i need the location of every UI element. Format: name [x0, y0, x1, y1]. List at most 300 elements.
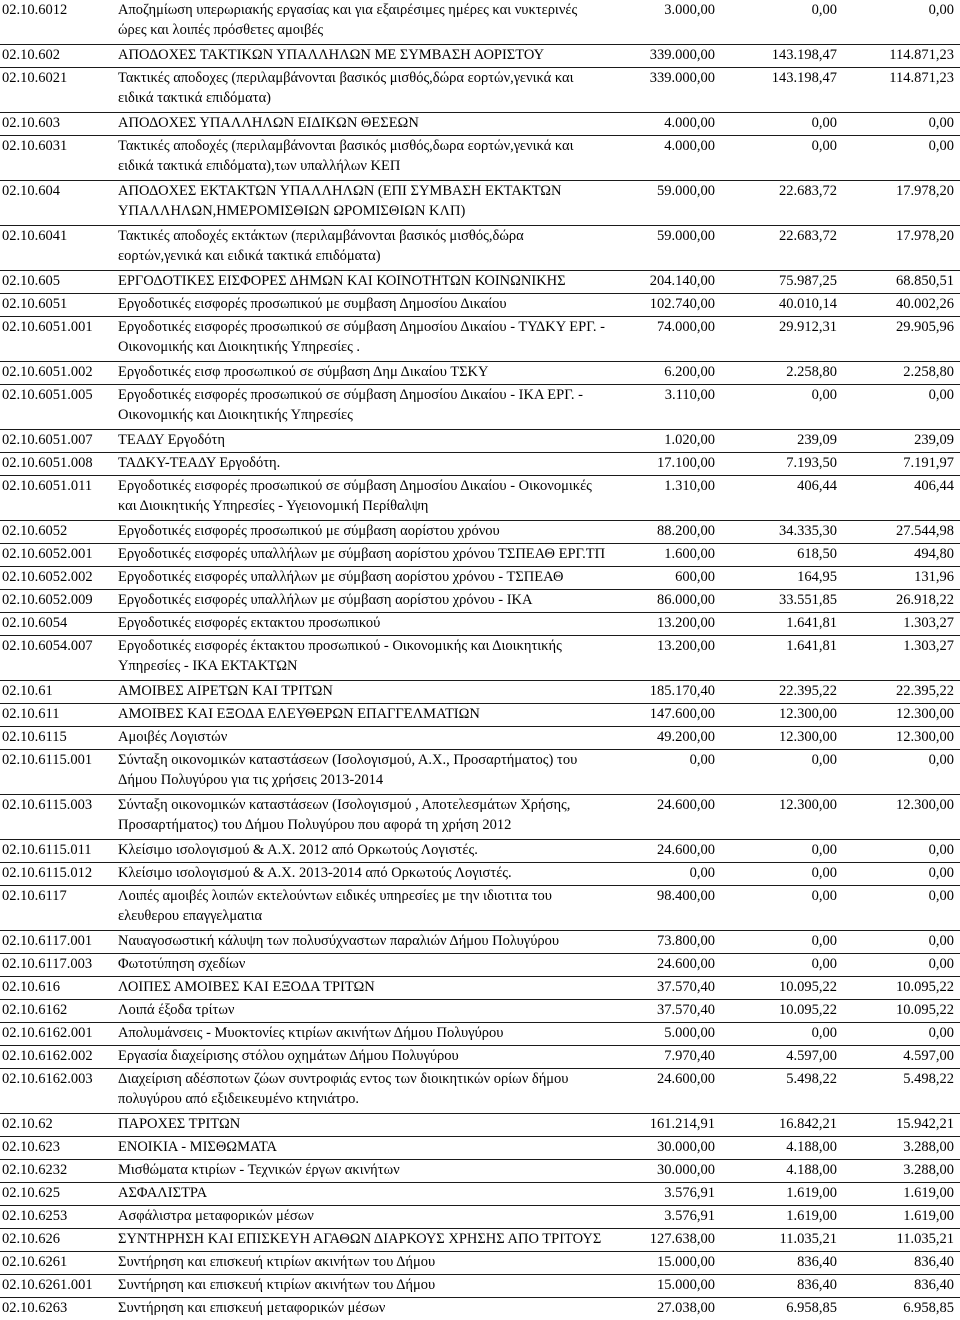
- account-code: 02.10.6052: [2, 523, 68, 539]
- account-description: [118, 1069, 569, 1109]
- paid-amount: 10.095,22: [896, 1002, 954, 1018]
- table-row: [0, 589, 960, 612]
- paid-amount: 114.871,23: [889, 70, 954, 86]
- description-line: Κλείσιμο ισολογισμού & Α.Χ. 2013-2014 από Ορκωτούς Λογιστές.: [118, 865, 512, 881]
- committed-amount: 10.095,22: [779, 979, 837, 995]
- table-row: [0, 612, 960, 635]
- budgeted-amount: 86.000,00: [657, 592, 715, 608]
- account-code: 02.10.6041: [2, 228, 68, 244]
- description-line: Διαχείριση αδέσποτων ζώων συντροφιάς εντος των διοικητικών ορίων δήμου: [118, 1071, 569, 1087]
- account-code: 02.10.62: [2, 1116, 53, 1132]
- description-line: Σύνταξη οικονομικών καταστάσεων (Ισολογισμού, Α.Χ., Προσαρτήματος) του: [118, 752, 578, 768]
- description-line: Συντήρηση και επισκευή κτιρίων ακινήτων του Δήμου: [118, 1277, 436, 1293]
- budgeted-amount: 98.400,00: [657, 888, 715, 904]
- account-description: [118, 750, 577, 790]
- paid-amount: 12.300,00: [896, 797, 954, 813]
- table-row: [0, 384, 960, 429]
- account-code: 02.10.6051.008: [2, 455, 93, 471]
- table-row: [0, 1045, 960, 1068]
- paid-amount: 406,44: [914, 478, 954, 494]
- account-code: 02.10.626: [2, 1231, 60, 1247]
- account-code: 02.10.605: [2, 273, 60, 289]
- description-line: Οικονομικής και Διοικητικής Υπηρεσίες .: [118, 339, 361, 355]
- budgeted-amount: 3.110,00: [664, 387, 715, 403]
- budgeted-amount: 4.000,00: [664, 138, 715, 154]
- account-description: [118, 795, 570, 835]
- paid-amount: 26.918,22: [896, 592, 954, 608]
- paid-amount: 27.544,98: [896, 523, 954, 539]
- description-line: Υπηρεσίες - ΙΚΑ ΕΚΤΑΚΤΩΝ: [118, 658, 298, 674]
- budgeted-amount: 6.200,00: [664, 364, 715, 380]
- account-description: [118, 181, 562, 221]
- paid-amount: 3.288,00: [903, 1162, 954, 1178]
- table-row: [0, 316, 960, 361]
- description-line: Προσαρτήματος) του Δήμου Πολυγύρου που αφορά τη χρήση 2012: [118, 817, 512, 833]
- table-row: [0, 1159, 960, 1182]
- account-description: [118, 1046, 459, 1066]
- description-line: ΑΠΟΔΟΧΕΣ ΕΚΤΑΚΤΩΝ ΥΠΑΛΛΗΛΩΝ (ΕΠΙ ΣΥΜΒΑΣΗ ΕΚΤΑΚΤΩΝ: [118, 183, 562, 199]
- budgeted-amount: 30.000,00: [657, 1162, 715, 1178]
- description-line: Οικονομικής και Διοικητικής Υπηρεσίες: [118, 407, 353, 423]
- account-code: 02.10.611: [2, 706, 60, 722]
- table-row: [0, 726, 960, 749]
- committed-amount: 0,00: [811, 865, 837, 881]
- budgeted-amount: 0,00: [689, 752, 715, 768]
- table-row: [0, 135, 960, 180]
- account-code: 02.10.603: [2, 115, 60, 131]
- budgeted-amount: 339.000,00: [649, 47, 715, 63]
- table-row: [0, 67, 960, 112]
- table-row: [0, 976, 960, 999]
- account-description: [118, 840, 478, 860]
- budgeted-amount: 15.000,00: [657, 1254, 715, 1270]
- budgeted-amount: 161.214,91: [649, 1116, 715, 1132]
- account-description: [118, 385, 583, 425]
- table-row: [0, 953, 960, 976]
- committed-amount: 0,00: [811, 933, 837, 949]
- description-line: ΥΠΑΛΛΗΛΩΝ,ΗΜΕΡΟΜΙΣΘΙΩΝ ΩΡΟΜΙΣΘΙΩΝ ΚΛΠ): [118, 203, 466, 219]
- table-row: [0, 270, 960, 293]
- description-line: ΣΥΝΤΗΡΗΣΗ ΚΑΙ ΕΠΙΣΚΕΥΗ ΑΓΑΘΩΝ ΔΙΑΡΚΟΥΣ ΧΡΗΣΗΣ ΑΠΟ ΤΡΙΤΟΥΣ: [118, 1231, 602, 1247]
- paid-amount: 0,00: [928, 865, 954, 881]
- description-line: και Διοικητικής Υπηρεσίες - Υγειονομική Περίθαλψη: [118, 498, 429, 514]
- description-line: Εργοδοτικές εισφορές προσωπικού σε σύμβαση Δημοσίου Δικαίου - ΤΥΔΚΥ ΕΡΓ. -: [118, 319, 605, 335]
- committed-amount: 12.300,00: [779, 797, 837, 813]
- account-description: [118, 863, 512, 883]
- description-line: ειδικά τακτικά επιδόματα),των υπαλλήλων ΚΕΠ: [118, 158, 401, 174]
- table-row: [0, 452, 960, 475]
- account-code: 02.10.6051.001: [2, 319, 93, 335]
- committed-amount: 22.683,72: [779, 228, 837, 244]
- table-row: [0, 1205, 960, 1228]
- description-line: Εργοδοτικές εισφορές υπαλλήλων με σύμβαση αορίστου χρόνου - ΤΣΠΕΑΘ: [118, 569, 564, 585]
- description-line: Ασφάλιστρα μεταφορικών μέσων: [118, 1208, 314, 1224]
- paid-amount: 29.905,96: [896, 319, 954, 335]
- paid-amount: 131,96: [914, 569, 954, 585]
- budgeted-amount: 3.576,91: [664, 1208, 715, 1224]
- account-description: [118, 1023, 503, 1043]
- paid-amount: 17.978,20: [896, 183, 954, 199]
- paid-amount: 10.095,22: [896, 979, 954, 995]
- paid-amount: 836,40: [914, 1277, 954, 1293]
- budgeted-amount: 15.000,00: [657, 1277, 715, 1293]
- description-line: Τακτικές αποδοχες (περιλαμβάνονται βασικός μισθός,δώρα εορτών,γενικά και: [118, 70, 574, 86]
- account-code: 02.10.6261.001: [2, 1277, 93, 1293]
- committed-amount: 4.597,00: [786, 1048, 837, 1064]
- description-line: ώρες και λοιπές πρόσθετες αμοιβές: [118, 22, 324, 38]
- account-description: [118, 1206, 314, 1226]
- account-description: [118, 544, 605, 564]
- committed-amount: 1.619,00: [786, 1185, 837, 1201]
- committed-amount: 0,00: [811, 752, 837, 768]
- description-line: Σύνταξη οικονομικών καταστάσεων (Ισολογισμού , Αποτελεσμάτων Χρήσης,: [118, 797, 571, 813]
- committed-amount: 0,00: [811, 138, 837, 154]
- account-code: 02.10.6117: [2, 888, 67, 904]
- committed-amount: 34.335,30: [779, 523, 837, 539]
- account-code: 02.10.602: [2, 47, 60, 63]
- budgeted-amount: 102.740,00: [649, 296, 715, 312]
- account-description: [118, 317, 605, 357]
- committed-amount: 6.958,85: [786, 1300, 837, 1316]
- description-line: ΤΑΔΚΥ-ΤΕΑΔΥ Εργοδότη.: [118, 455, 281, 471]
- account-description: [118, 1000, 234, 1020]
- account-code: 02.10.6253: [2, 1208, 68, 1224]
- paid-amount: 17.978,20: [896, 228, 954, 244]
- description-line: Συντήρηση και επισκευή κτιρίων ακινήτων του Δήμου: [118, 1254, 436, 1270]
- budgeted-amount: 30.000,00: [657, 1139, 715, 1155]
- description-line: Εργοδοτικές εισφορές προσωπικού σε σύμβαση Δημοσίου Δικαίου - Οικονομικές: [118, 478, 592, 494]
- budgeted-amount: 13.200,00: [657, 615, 715, 631]
- account-code: 02.10.61: [2, 683, 53, 699]
- table-row: [0, 0, 960, 44]
- description-line: πολυγύρου από εξιδεικευμένο κτηνιάτρο.: [118, 1091, 360, 1107]
- account-description: [118, 1252, 435, 1272]
- account-code: 02.10.6115.001: [2, 752, 93, 768]
- committed-amount: 0,00: [811, 387, 837, 403]
- description-line: ΑΜΟΙΒΕΣ ΚΑΙ ΕΞΟΔΑ ΕΛΕΥΘΕΡΩΝ ΕΠΑΓΓΕΛΜΑΤΙΩΝ: [118, 706, 480, 722]
- description-line: ΑΠΟΔΟΧΕΣ ΥΠΑΛΛΗΛΩΝ ΕΙΔΙΚΩΝ ΘΕΣΕΩΝ: [118, 115, 419, 131]
- table-row: [0, 566, 960, 589]
- paid-amount: 4.597,00: [903, 1048, 954, 1064]
- account-description: [118, 681, 333, 701]
- account-description: [118, 1298, 385, 1318]
- table-row: [0, 1274, 960, 1297]
- paid-amount: 0,00: [928, 888, 954, 904]
- description-line: Μισθώματα κτιρίων - Τεχνικών έργων ακινήτων: [118, 1162, 400, 1178]
- account-description: [118, 1114, 240, 1134]
- description-line: ΕΡΓΟΔΟΤΙΚΕΣ ΕΙΣΦΟΡΕΣ ΔΗΜΩΝ ΚΑΙ ΚΟΙΝΟΤΗΤΩΝ ΚΟΙΝΩΝΙΚΗΣ: [118, 273, 566, 289]
- table-row: [0, 1228, 960, 1251]
- table-row: [0, 1251, 960, 1274]
- committed-amount: 143.198,47: [771, 47, 837, 63]
- table-row: [0, 180, 960, 225]
- committed-amount: 10.095,22: [779, 1002, 837, 1018]
- account-code: 02.10.6115.011: [2, 842, 92, 858]
- paid-amount: 0,00: [928, 752, 954, 768]
- account-description: [118, 271, 566, 291]
- description-line: Φωτοτύπηση σχεδίων: [118, 956, 246, 972]
- account-description: [118, 931, 559, 951]
- account-description: [118, 430, 225, 450]
- account-code: 02.10.6051: [2, 296, 68, 312]
- description-line: ΑΠΟΔΟΧΕΣ ΤΑΚΤΙΚΩΝ ΥΠΑΛΛΗΛΩΝ ΜΕ ΣΥΜΒΑΣΗ ΑΟΡΙΣΤΟΥ: [118, 47, 545, 63]
- table-row: [0, 680, 960, 703]
- description-line: ΑΣΦΑΛΙΣΤΡΑ: [118, 1185, 208, 1201]
- budgeted-amount: 13.200,00: [657, 638, 715, 654]
- budgeted-amount: 17.100,00: [657, 455, 715, 471]
- table-row: [0, 635, 960, 680]
- budgeted-amount: 73.800,00: [657, 933, 715, 949]
- description-line: Ναυαγοσωστική κάλυψη των πολυσύχναστων παραλιών Δήμου Πολυγύρου: [118, 933, 560, 949]
- description-line: ΑΜΟΙΒΕΣ ΑΙΡΕΤΩΝ ΚΑΙ ΤΡΙΤΩΝ: [118, 683, 333, 699]
- committed-amount: 0,00: [811, 842, 837, 858]
- paid-amount: 1.619,00: [903, 1185, 954, 1201]
- description-line: εορτών,γενικά και ειδικά τακτικά επιδόματα): [118, 248, 381, 264]
- committed-amount: 836,40: [797, 1254, 837, 1270]
- committed-amount: 22.683,72: [779, 183, 837, 199]
- account-code: 02.10.6054.007: [2, 638, 93, 654]
- budgeted-amount: 37.570,40: [657, 979, 715, 995]
- table-row: [0, 1022, 960, 1045]
- committed-amount: 0,00: [811, 1025, 837, 1041]
- account-code: 02.10.6115.012: [2, 865, 93, 881]
- account-description: [118, 294, 507, 314]
- description-line: Εργοδοτικές εισφορές προσωπικού με συμβαση Δημοσίου Δικαίου: [118, 296, 507, 312]
- budgeted-amount: 127.638,00: [649, 1231, 715, 1247]
- table-row: [0, 1297, 960, 1320]
- budgeted-amount: 24.600,00: [657, 842, 715, 858]
- table-row: [0, 749, 960, 794]
- account-code: 02.10.6031: [2, 138, 68, 154]
- paid-amount: 0,00: [928, 956, 954, 972]
- budgeted-amount: 88.200,00: [657, 523, 715, 539]
- budgeted-amount: 74.000,00: [657, 319, 715, 335]
- budgeted-amount: 185.170,40: [649, 683, 715, 699]
- budgeted-amount: 147.600,00: [649, 706, 715, 722]
- account-description: [118, 113, 419, 133]
- account-code: 02.10.6052.009: [2, 592, 93, 608]
- committed-amount: 618,50: [797, 546, 837, 562]
- budgeted-amount: 5.000,00: [664, 1025, 715, 1041]
- table-row: [0, 520, 960, 543]
- paid-amount: 2.258,80: [903, 364, 954, 380]
- committed-amount: 1.619,00: [786, 1208, 837, 1224]
- budgeted-amount: 339.000,00: [649, 70, 715, 86]
- account-code: 02.10.6012: [2, 2, 68, 18]
- account-code: 02.10.6162: [2, 1002, 68, 1018]
- budgeted-amount: 24.600,00: [657, 956, 715, 972]
- table-row: [0, 429, 960, 452]
- description-line: ΛΟΙΠΕΣ ΑΜΟΙΒΕΣ ΚΑΙ ΕΞΟΔΑ ΤΡΙΤΩΝ: [118, 979, 375, 995]
- account-code: 02.10.6261: [2, 1254, 68, 1270]
- account-description: [118, 453, 280, 473]
- table-row: [0, 44, 960, 67]
- committed-amount: 0,00: [811, 2, 837, 18]
- description-line: Εργοδοτικές εισφορές έκτακτου προσωπικού - Οικονομικής και Διοικητικής: [118, 638, 562, 654]
- account-code: 02.10.604: [2, 183, 60, 199]
- paid-amount: 836,40: [914, 1254, 954, 1270]
- committed-amount: 29.912,31: [779, 319, 837, 335]
- account-code: 02.10.6115.003: [2, 797, 93, 813]
- paid-amount: 0,00: [928, 1025, 954, 1041]
- table-row: [0, 1136, 960, 1159]
- account-description: [118, 567, 563, 587]
- description-line: Λοιπές αμοιβές λοιπών εκτελούντων ειδικές υπηρεσίες με την ιδιοτιτα του: [118, 888, 552, 904]
- description-line: Εργοδοτικές εισφορές προσωπικού με σύμβαση αορίστου χρόνου: [118, 523, 500, 539]
- account-code: 02.10.6162.002: [2, 1048, 93, 1064]
- description-line: Απολυμάνσεις - Μυοκτονίες κτιρίων ακινήτων Δήμου Πολυγύρου: [118, 1025, 504, 1041]
- paid-amount: 22.395,22: [896, 683, 954, 699]
- account-description: [118, 636, 562, 676]
- table-row: [0, 225, 960, 270]
- account-code: 02.10.6052.001: [2, 546, 93, 562]
- account-description: [118, 521, 500, 541]
- account-description: [118, 362, 489, 382]
- paid-amount: 68.850,51: [896, 273, 954, 289]
- paid-amount: 0,00: [928, 387, 954, 403]
- account-description: [118, 1160, 400, 1180]
- account-code: 02.10.6021: [2, 70, 68, 86]
- budgeted-amount: 37.570,40: [657, 1002, 715, 1018]
- description-line: Αμοιβές Λογιστών: [118, 729, 228, 745]
- account-code: 02.10.6117.003: [2, 956, 93, 972]
- table-row: [0, 293, 960, 316]
- paid-amount: 0,00: [928, 115, 954, 131]
- committed-amount: 7.193,50: [786, 455, 837, 471]
- committed-amount: 75.987,25: [779, 273, 837, 289]
- committed-amount: 1.641,81: [786, 615, 837, 631]
- committed-amount: 406,44: [797, 478, 837, 494]
- account-description: [118, 1137, 277, 1157]
- account-code: 02.10.6117.001: [2, 933, 93, 949]
- paid-amount: 7.191,97: [903, 455, 954, 471]
- account-code: 02.10.6263: [2, 1300, 68, 1316]
- paid-amount: 40.002,26: [896, 296, 954, 312]
- budgeted-amount: 3.576,91: [664, 1185, 715, 1201]
- table-row: [0, 1182, 960, 1205]
- description-line: Εργασία διαχείρισης στόλου οχημάτων Δήμου Πολυγύρου: [118, 1048, 459, 1064]
- committed-amount: 239,09: [797, 432, 837, 448]
- budgeted-amount: 1.600,00: [664, 546, 715, 562]
- table-row: [0, 475, 960, 520]
- paid-amount: 239,09: [914, 432, 954, 448]
- budgeted-amount: 1.310,00: [664, 478, 715, 494]
- account-code: 02.10.6115: [2, 729, 67, 745]
- committed-amount: 40.010,14: [779, 296, 837, 312]
- account-description: [118, 226, 524, 266]
- budgeted-amount: 1.020,00: [664, 432, 715, 448]
- budgeted-amount: 204.140,00: [649, 273, 715, 289]
- committed-amount: 0,00: [811, 115, 837, 131]
- account-description: [118, 977, 375, 997]
- committed-amount: 12.300,00: [779, 706, 837, 722]
- description-line: Εργοδοτικές εισφορές υπαλλήλων με σύμβαση αορίστου χρόνου ΤΣΠΕΑΘ ΕΡΓ.ΤΠ: [118, 546, 606, 562]
- paid-amount: 1.619,00: [903, 1208, 954, 1224]
- description-line: ΠΑΡΟΧΕΣ ΤΡΙΤΩΝ: [118, 1116, 241, 1132]
- table-row: [0, 999, 960, 1022]
- account-code: 02.10.623: [2, 1139, 60, 1155]
- paid-amount: 15.942,21: [896, 1116, 954, 1132]
- account-code: 02.10.625: [2, 1185, 60, 1201]
- table-row: [0, 1068, 960, 1113]
- committed-amount: 1.641,81: [786, 638, 837, 654]
- account-description: [118, 1183, 207, 1203]
- budgeted-amount: 24.600,00: [657, 1071, 715, 1087]
- description-line: Λοιπά έξοδα τρίτων: [118, 1002, 235, 1018]
- committed-amount: 16.842,21: [779, 1116, 837, 1132]
- description-line: ειδικά τακτικά επιδόματα): [118, 90, 272, 106]
- paid-amount: 12.300,00: [896, 729, 954, 745]
- budgeted-amount: 59.000,00: [657, 228, 715, 244]
- account-description: [118, 590, 533, 610]
- table-row: [0, 703, 960, 726]
- committed-amount: 0,00: [811, 888, 837, 904]
- budgeted-amount: 49.200,00: [657, 729, 715, 745]
- committed-amount: 2.258,80: [786, 364, 837, 380]
- account-description: [118, 727, 227, 747]
- committed-amount: 22.395,22: [779, 683, 837, 699]
- table-row: [0, 543, 960, 566]
- description-line: Εργοδοτικές εισφορές υπαλλήλων με σύμβαση αορίστου χρόνου - ΙΚΑ: [118, 592, 533, 608]
- committed-amount: 5.498,22: [786, 1071, 837, 1087]
- committed-amount: 0,00: [811, 956, 837, 972]
- paid-amount: 6.958,85: [903, 1300, 954, 1316]
- description-line: Συντήρηση και επισκευή μεταφορικών μέσων: [118, 1300, 386, 1316]
- committed-amount: 164,95: [797, 569, 837, 585]
- paid-amount: 0,00: [928, 842, 954, 858]
- budgeted-amount: 3.000,00: [664, 2, 715, 18]
- account-code: 02.10.6232: [2, 1162, 68, 1178]
- account-code: 02.10.6162.003: [2, 1071, 93, 1087]
- account-code: 02.10.6051.007: [2, 432, 93, 448]
- account-code: 02.10.6051.011: [2, 478, 93, 494]
- description-line: Αποζημίωση υπερωριακής εργασίας και για εξαιρέσιμες ημέρες και νυκτερινές: [118, 2, 578, 18]
- paid-amount: 3.288,00: [903, 1139, 954, 1155]
- account-code: 02.10.6051.005: [2, 387, 93, 403]
- paid-amount: 5.498,22: [903, 1071, 954, 1087]
- table-row: [0, 885, 960, 930]
- budgeted-amount: 59.000,00: [657, 183, 715, 199]
- account-code: 02.10.6052.002: [2, 569, 93, 585]
- account-description: [118, 954, 245, 974]
- budgeted-amount: 0,00: [689, 865, 715, 881]
- description-line: Εργοδοτικές εισφορές εκτακτου προσωπικού: [118, 615, 381, 631]
- account-code: 02.10.6051.002: [2, 364, 93, 380]
- table-row: [0, 930, 960, 953]
- account-description: [118, 476, 592, 516]
- table-row: [0, 361, 960, 384]
- paid-amount: 114.871,23: [889, 47, 954, 63]
- budgeted-amount: 4.000,00: [664, 115, 715, 131]
- account-description: [118, 45, 544, 65]
- committed-amount: 33.551,85: [779, 592, 837, 608]
- description-line: ΕΝΟΙΚΙΑ - ΜΙΣΘΩΜΑΤΑ: [118, 1139, 278, 1155]
- description-line: Εργοδοτικές εισφορές προσωπικού σε σύμβαση Δημοσίου Δικαίου - ΙΚΑ ΕΡΓ. -: [118, 387, 583, 403]
- paid-amount: 1.303,27: [903, 638, 954, 654]
- account-description: [118, 0, 577, 40]
- paid-amount: 1.303,27: [903, 615, 954, 631]
- committed-amount: 836,40: [797, 1277, 837, 1293]
- paid-amount: 494,80: [914, 546, 954, 562]
- paid-amount: 11.035,21: [896, 1231, 954, 1247]
- committed-amount: 11.035,21: [779, 1231, 837, 1247]
- account-description: [118, 1275, 435, 1295]
- budgeted-amount: 600,00: [675, 569, 715, 585]
- paid-amount: 12.300,00: [896, 706, 954, 722]
- budgeted-amount: 7.970,40: [664, 1048, 715, 1064]
- account-description: [118, 886, 552, 926]
- account-description: [118, 613, 380, 633]
